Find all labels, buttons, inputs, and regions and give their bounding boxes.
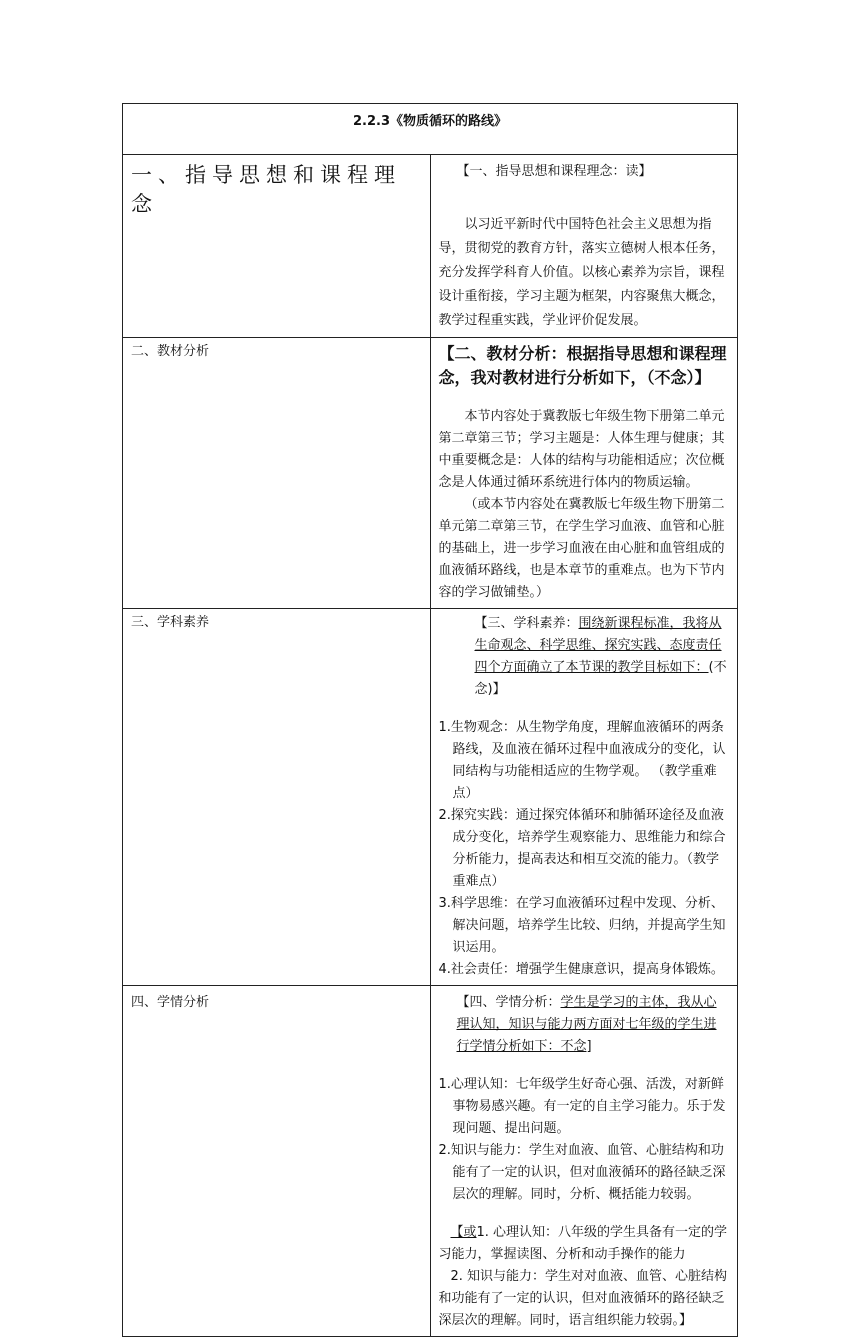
section-content-cell [430,155,738,338]
section-paragraph: （或本节内容处在冀教版七年级生物下册第二单元第二章第三节，在学生学习血液、血管和心脏的基础上，进一步学习血液在由心脏和血管组成的血液循环路线，也是本章节的重难点。也为下节内容的学习做铺垫。） [438,497,725,600]
section-content-cell [430,986,738,1337]
objectives-list [439,717,730,981]
section-heading-cell [123,338,431,609]
lesson-plan-table [122,103,738,1337]
section-heading: 四、学情分析 [131,995,210,1010]
section-intro [439,992,730,1058]
intro-underlined: 学生是学习的主体，我从心理认知，知识与能力两方面对七年级的学生进行学情分析如下：不念] [456,995,717,1054]
section-row-learner-analysis [123,986,738,1337]
title-row [123,104,738,155]
intro-prefix: 【四、学情分析： [456,995,561,1010]
section-row-textbook-analysis [123,338,738,609]
section-heading-cell [123,986,431,1337]
alt-prefix: 【或 [450,1225,477,1240]
section-heading: 二、教材分析 [131,344,210,359]
section-intro: 【二、教材分析：根据指导思想和课程理念，我对教材进行分析如下，（不念）】 [438,344,727,387]
section-heading-cell [123,609,431,986]
section-content-cell [430,609,738,986]
intro-underlined: 围绕新课程标准，我将从生命观念、科学思维、探究实践、态度责任四个方面确立了本节课的教学目标如下： [474,616,722,675]
section-paragraph: 本节内容处于冀教版七年级生物下册第二单元第二章第三节；学习主题是：人体生理与健康；其中重要概念是：人体的结构与功能相适应；次位概念是人体通过循环系统进行体内的物质运输。 [438,409,725,490]
lesson-title: 2.2.3《物质循环的路线》 [123,104,738,155]
section-heading: 一、指导思想和课程理念 [131,163,401,216]
alt-paragraph [439,1222,730,1266]
section-intro: 【一、指导思想和课程理念：读】 [456,164,652,179]
alt-paragraph: 2. 知识与能力：学生对对血液、血管、心脏结构和功能有了一定的认识，但对血液循环的路径缺乏深层次的理解。同时，语言组织能力较弱。】 [438,1269,728,1328]
learner-list [439,1074,730,1206]
list-item: 1.心理认知：七年级学生好奇心强、活泼，对新鲜事物易感兴趣。有一定的自主学习能力。乐于发现问题、提出问题。 [438,1077,726,1136]
list-item: 2.探究实践：通过探究体循环和肺循环途径及血液成分变化，培养学生观察能力、思维能力和综合分析能力，提高表达和相互交流的能力。（教学重难点） [438,808,726,889]
list-item: 1.生物观念：从生物学角度，理解血液循环的两条路线，及血液在循环过程中血液成分的变化，认同结构与功能相适应的生物学观。 （教学重难点） [438,720,726,801]
intro-prefix: 【三、学科素养： [474,616,579,631]
section-heading-cell [123,155,431,338]
section-content-cell [430,338,738,609]
section-row-subject-literacy [123,609,738,986]
list-item: 3.科学思维：在学习血液循环过程中发现、分析、解决问题，培养学生比较、归纳，并提高学生知识运用。 [438,896,726,955]
section-heading: 三、学科素养 [131,615,210,630]
intro-suffix: (不念)】 [474,660,727,697]
section-text: 以习近平新时代中国特色社会主义思想为指导，贯彻党的教育方针，落实立德树人根本任务，充分发挥学科育人价值。以核心素养为宗旨，课程设计重衔接，学习主题为框架，内容聚焦大概念，教学过程重实践，学业评价促发展。 [438,217,725,328]
alt-text: 1. 心理认知：八年级的学生具备有一定的学习能力，掌握读图、分析和动手操作的能力 [438,1225,728,1262]
list-item: 4.社会责任：增强学生健康意识，提高身体锻炼。 [438,962,724,977]
section-intro [439,613,730,701]
list-item: 2.知识与能力：学生对血液、血管、心脏结构和功能有了一定的认识，但对血液循环的路径缺乏深层次的理解。同时，分析、概括能力较弱。 [438,1143,726,1202]
section-row-guiding-ideas [123,155,738,338]
